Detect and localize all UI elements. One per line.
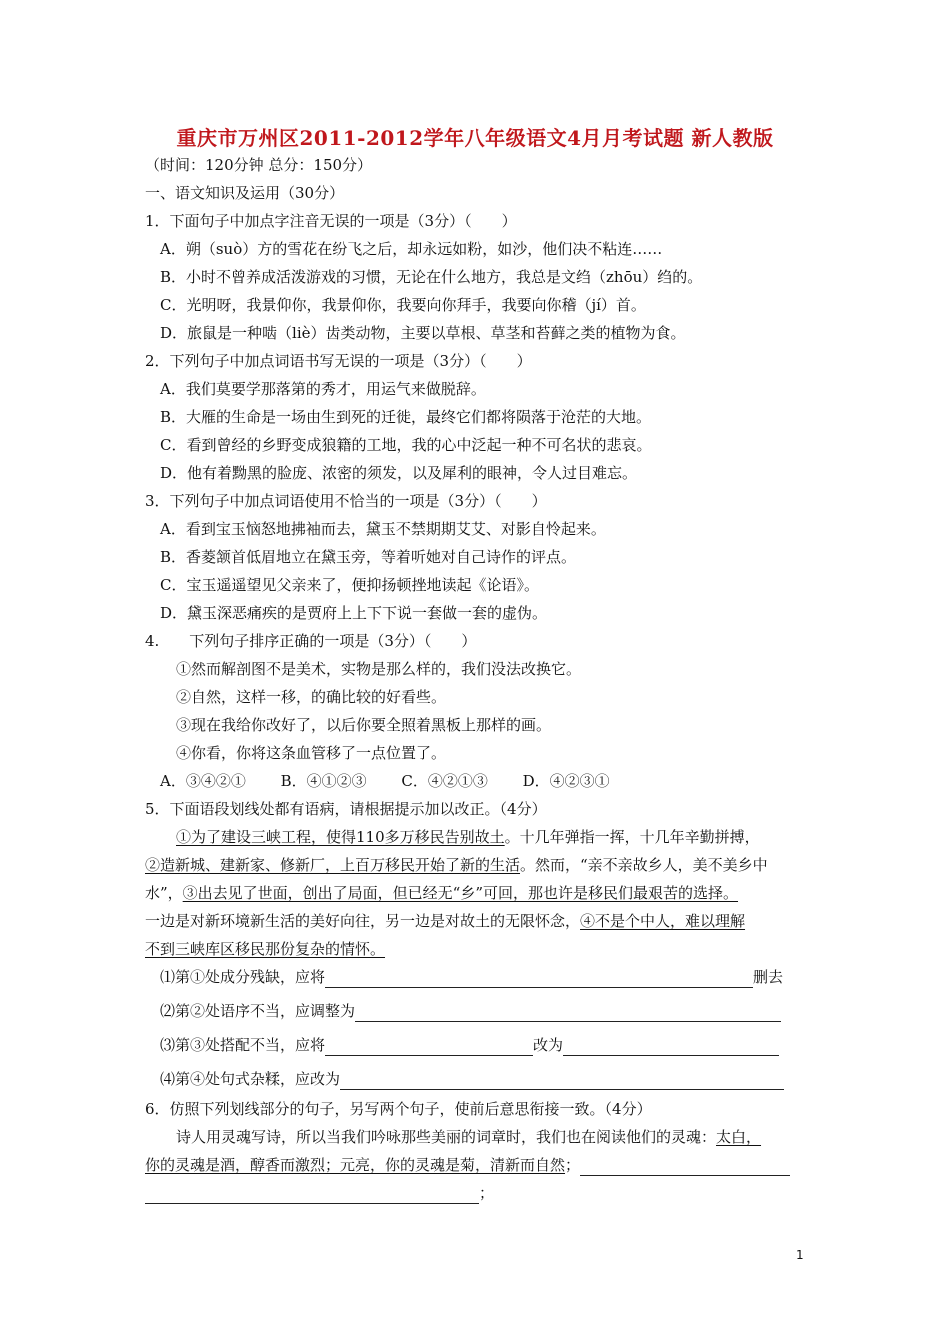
q2-option-b: B．大雁的生命是一场由生到死的迁徙，最终它们都将陨落于沧茫的大地。 <box>160 408 652 426</box>
q3-option-a: A．看到宝玉恼怒地拂袖而去，黛玉不禁期期艾艾、对影自怜起来。 <box>160 520 606 538</box>
q5-underline-1: ①为了建设三峡工程，使得110多万移民告别故土 <box>176 828 505 846</box>
q5-text: 。然而，“亲不亲故乡人，美不美乡中 <box>520 856 768 874</box>
page-number: 1 <box>796 1248 804 1262</box>
q6-text: ； <box>565 1156 581 1174</box>
q5-item-1 <box>160 966 783 988</box>
q5-item-2 <box>160 1000 781 1022</box>
q5-item-1-end: 删去 <box>753 968 784 986</box>
q5-item-4 <box>160 1068 784 1090</box>
q2-option-a: A．我们莫要学那落第的秀才，用运气来做脱辞。 <box>160 380 486 398</box>
q5-answer-blank-2[interactable] <box>355 1003 781 1022</box>
q5-answer-blank-1[interactable] <box>325 969 753 988</box>
page-title: 重庆市万州区2011-2012学年八年级语文4月月考试题 新人教版 <box>176 126 774 150</box>
q2-option-c: C．看到曾经的乡野变成狼籍的工地，我的心中泛起一种不可名状的悲哀。 <box>160 436 652 454</box>
q6-stem: 6．仿照下列划线部分的句子，另写两个句子，使前后意思衔接一致。（4分） <box>145 1100 652 1118</box>
q5-paragraph-line-4 <box>145 910 745 932</box>
q6-paragraph-line-2 <box>145 1154 790 1176</box>
q5-underline-3: ③出去见了世面，创出了局面，但已经无“乡”可回，那也许是移民们最艰苦的选择。 <box>182 884 739 902</box>
q5-item-3-mid: 改为 <box>533 1036 564 1054</box>
q4-sentence-1: ①然而解剖图不是美术，实物是那么样的，我们没法改换它。 <box>176 660 582 678</box>
q5-item-1-label: ⑴第①处成分残缺，应将 <box>160 968 326 986</box>
q5-text: 。十几年弹指一挥，十几年辛勤拼搏， <box>504 828 760 846</box>
q5-text: 水”， <box>145 884 183 902</box>
q5-underline-4-cont: 不到三峡库区移民那份复杂的情怀。 <box>145 940 386 958</box>
q1-option-d: D．旅鼠是一种啮（liè）齿类动物，主要以草根、草茎和苔藓之类的植物为食。 <box>160 324 686 342</box>
section-heading: 一、语文知识及运用（30分） <box>145 184 345 202</box>
q4-sentence-4: ④你看，你将这条血管移了一点位置了。 <box>176 744 447 762</box>
q5-text: 一边是对新环境新生活的美好向往，另一边是对故土的无限怀念， <box>145 912 581 930</box>
q4-stem: 4. 下列句子排序正确的一项是（3分）（ ） <box>145 632 477 650</box>
q6-answer-blank-1[interactable] <box>580 1157 790 1176</box>
q1-stem: 1．下面句子中加点字注音无误的一项是（3分）（ ） <box>145 212 517 230</box>
q5-underline-2: ②造新城、建新家、修新厂，上百万移民开始了新的生活 <box>145 856 521 874</box>
q6-underline-1: 太白， <box>716 1128 762 1146</box>
q6-text-end: ； <box>479 1184 495 1202</box>
q5-item-2-label: ⑵第②处语序不当，应调整为 <box>160 1002 356 1020</box>
q5-item-3-label: ⑶第③处搭配不当，应将 <box>160 1036 326 1054</box>
q6-answer-blank-2[interactable] <box>145 1185 479 1204</box>
q4-sentence-2: ②自然，这样一移，的确比较的好看些。 <box>176 688 447 706</box>
q3-option-d: D．黛玉深恶痛疾的是贾府上上下下说一套做一套的虚伪。 <box>160 604 548 622</box>
q5-paragraph-line-3 <box>145 882 738 904</box>
exam-meta: （时间：120分钟 总分：150分） <box>145 156 373 174</box>
q1-option-a: A．朔（suò）方的雪花在纷飞之后，却永远如粉，如沙，他们决不粘连…… <box>160 240 663 258</box>
q3-stem: 3．下列句子中加点词语使用不恰当的一项是（3分）（ ） <box>145 492 547 510</box>
q5-answer-blank-3a[interactable] <box>325 1037 533 1056</box>
q5-underline-4: ④不是个中人，难以理解 <box>580 912 746 930</box>
q5-answer-blank-3b[interactable] <box>563 1037 779 1056</box>
q5-answer-blank-4[interactable] <box>340 1071 784 1090</box>
q1-option-c: C．光明呀，我景仰你，我景仰你，我要向你拜手，我要向你稽（jí）首。 <box>160 296 646 314</box>
q5-paragraph-line-1 <box>176 826 760 848</box>
q5-paragraph-line-2 <box>145 854 768 876</box>
q5-item-3 <box>160 1034 779 1056</box>
q6-underline-2: 你的灵魂是酒，醇香而激烈；元亮，你的灵魂是菊，清新而自然 <box>145 1156 566 1174</box>
q6-paragraph-line-3 <box>145 1182 494 1204</box>
q4-options: A．③④②① B．④①②③ C．④②①③ D．④②③① <box>160 772 610 790</box>
q5-paragraph-line-5 <box>145 938 385 960</box>
q6-text: 诗人用灵魂写诗，所以当我们吟咏那些美丽的词章时，我们也在阅读他们的灵魂： <box>176 1128 717 1146</box>
q1-option-b: B．小时不曾养成活泼游戏的习惯，无论在什么地方，我总是文绉（zhōu）绉的。 <box>160 268 703 286</box>
q3-option-c: C．宝玉遥遥望见父亲来了，便抑扬顿挫地读起《论语》。 <box>160 576 539 594</box>
q5-item-4-label: ⑷第④处句式杂糅，应改为 <box>160 1070 341 1088</box>
q6-paragraph-line-1 <box>176 1126 761 1148</box>
q4-sentence-3: ③现在我给你改好了，以后你要全照着黑板上那样的画。 <box>176 716 552 734</box>
q2-option-d: D．他有着黝黑的脸庞、浓密的须发，以及犀利的眼神，令人过目难忘。 <box>160 464 638 482</box>
q5-stem: 5．下面语段划线处都有语病，请根据提示加以改正。（4分） <box>145 800 547 818</box>
q2-stem: 2．下列句子中加点词语书写无误的一项是（3分）（ ） <box>145 352 532 370</box>
q3-option-b: B．香菱颔首低眉地立在黛玉旁，等着听她对自己诗作的评点。 <box>160 548 577 566</box>
